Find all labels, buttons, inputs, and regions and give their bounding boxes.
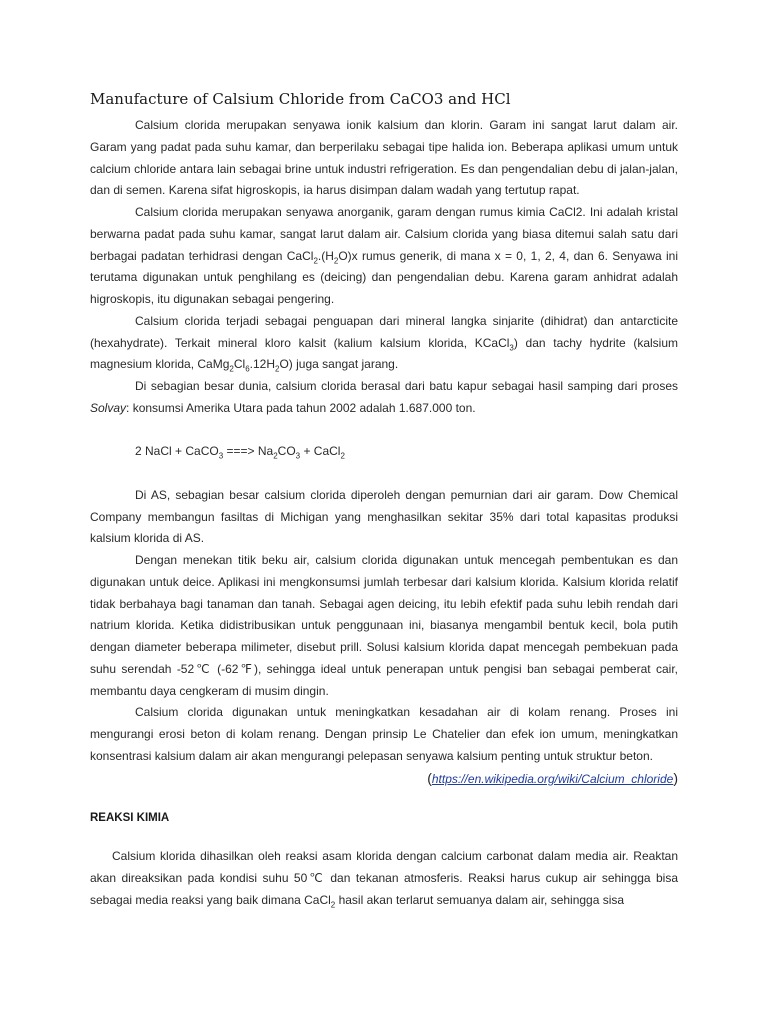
document-body — [90, 115, 678, 790]
paragraph-minerals: Calsium clorida terjadi sebagai penguapan dari mineral langka sinjarite (dihidrat) dan antarcticite (hexahydrate). Terkait mineral kloro kalsit (kalium kalsium klorida, KCaCl$_3$) dan tachy hydrite (kalsium magnesium klorida, $CaMg_2Cl_6.12H_2O$) juga sangat jarang. — [90, 313, 678, 374]
section-body — [90, 846, 678, 911]
wikipedia-link[interactable]: https://en.wikipedia.org/wiki/Calcium_chloride — [431, 771, 674, 786]
paragraph-intro: Calsium clorida merupakan senyawa ionik kalsium dan klorin. Garam ini sangat larut dalam air. Garam yang padat pada suhu kamar, dan berperilaku sebagai tipe halida ion. Beberapa aplikasi umum untuk calcium chloride antara lain sebagai brine untuk industri refrigeration. Es dan pengendalian debu di jalan-jalan, dan di semen. Karena sifat higroskopis, ia harus disimpan dalam wadah yang tertutup rapat. — [90, 118, 678, 198]
paragraph-inorganic: Calsium clorida merupakan senyawa anorganik, garam dengan rumus kimia CaCl2. Ini adalah kristal berwarna padat pada suhu kamar, sangat larut dalam air. Calsium clorida yang biasa ditemui salah satu dari berbagai padatan terhidrasi dengan $CaCl_2.(H_2O)x$ rumus generik, di mana x = 0, 1, 2, 4, dan 6. Senyawa ini terutama digunakan untuk penghilang es (deicing) dan pengendalian debu. Karena garam anhidrat adalah higroskopis, itu digunakan sebagai pengering. — [90, 205, 678, 306]
paragraph-deicing: Dengan menekan titik beku air, calsium clorida digunakan untuk mencegah pembentukan es dan digunakan untuk deice. Aplikasi ini mengkonsumsi jumlah terbesar dari kalsium klorida. Kalsium klorida relatif tidak berbahaya bagi tanaman dan tanah. Sebagai agen deicing, itu lebih efektif pada suhu lebih rendah dari natrium klorida. Ketika didistribusikan untuk penggunaan ini, biasanya mengambil bentuk kecil, bola putih dengan diameter beberapa milimeter, disebut prill. Solusi kalsium klorida dapat mencegah pembekuan pada suhu serendah -52℃ (-62℉), sehingga ideal untuk penerapan untuk pengisi ban sebagai pemberat cair, membantu daya cengkeram di musim dingin. — [90, 553, 678, 698]
paragraph-reaction: Calsium klorida dihasilkan oleh reaksi asam klorida dengan calcium carbonat dalam media air. Reaktan akan direaksikan pada kondisi suhu 50℃ dan tekanan atmosferis. Reaksi harus cukup air sehingga bisa sebagai media reaksi yang baik dimana CaCl$_2$ hasil akan terlarut semuanya dalam air, sehingga sisa — [90, 849, 678, 909]
section-heading-reaksi-kimia: REAKSI KIMIA — [90, 812, 170, 824]
document-title: Manufacture of Calsium Chloride from CaCO3 and HCl — [90, 90, 511, 108]
reaction-equation: 2 NaCl + CaCO$_3$ ===> $Na_2CO_3$ + CaCl$_2$ — [135, 444, 345, 461]
paragraph-solvay: Di sebagian besar dunia, calsium clorida berasal dari batu kapur sebagai hasil samping dari proses Solvay: konsumsi Amerika Utara pada tahun 2002 adalah 1.687.000 ton. — [90, 379, 678, 415]
reference-citation: (https://en.wikipedia.org/wiki/Calcium_chloride) — [427, 769, 678, 786]
paragraph-pool: Calsium clorida digunakan untuk meningkatkan kesadahan air di kolam renang. Proses ini mengurangi erosi beton di kolam renang. Dengan prinsip Le Chatelier dan efek ion umum, meningkatkan konsentrasi kalsium dalam air akan mengurangi pelepasan senyawa kalsium penting untuk struktur beton. — [90, 705, 678, 763]
paragraph-dow: Di AS, sebagian besar calsium clorida diperoleh dengan pemurnian dari air garam. Dow Chemical Company membangun fasiltas di Michigan yang menghasilkan sekitar 35% dari total kapasitas produksi kalsium klorida di AS. — [90, 487, 678, 546]
